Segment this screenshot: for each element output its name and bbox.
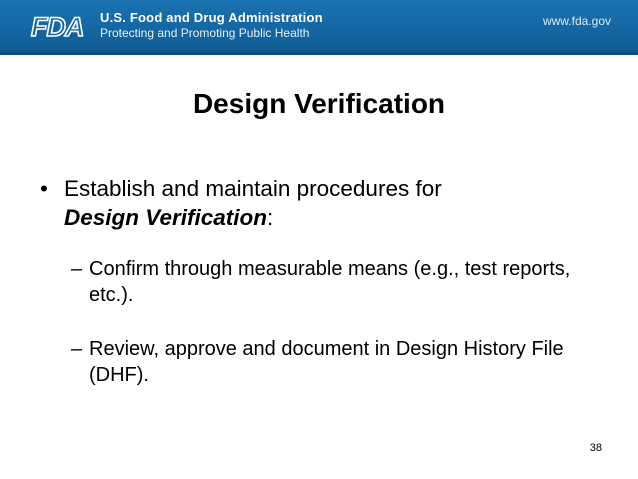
sub-bullet-item bbox=[71, 336, 591, 388]
slide-title: Design Verification bbox=[192, 88, 446, 119]
bullet-item bbox=[40, 174, 600, 232]
agency-name: U.S. Food and Drug Administration bbox=[100, 10, 323, 25]
sub-bullet-text: Review, approve and document in Design History File (DHF). bbox=[89, 338, 564, 386]
sub-bullet-marker: – bbox=[71, 258, 83, 280]
sub-bullet-marker: – bbox=[71, 338, 83, 360]
agency-tagline: Protecting and Promoting Public Health bbox=[100, 26, 310, 40]
bullet-emphasis: Design Verification bbox=[64, 205, 267, 230]
agency-block bbox=[100, 10, 323, 41]
sub-bullet-item bbox=[71, 256, 591, 308]
bullet-suffix: : bbox=[266, 205, 274, 230]
bullet-marker: • bbox=[40, 176, 48, 201]
bullet-lead: Establish and maintain procedures for bbox=[64, 176, 442, 201]
fda-logo-icon bbox=[30, 12, 92, 40]
svg-text:FDA: FDA bbox=[31, 12, 84, 40]
header-divider bbox=[0, 52, 638, 55]
fda-header-bar bbox=[0, 0, 638, 52]
sub-bullet-text: Confirm through measurable means (e.g., test reports, etc.). bbox=[89, 258, 571, 306]
bullet-text bbox=[64, 174, 600, 232]
page-number: 38 bbox=[589, 442, 602, 454]
site-url: www.fda.gov bbox=[542, 14, 611, 28]
